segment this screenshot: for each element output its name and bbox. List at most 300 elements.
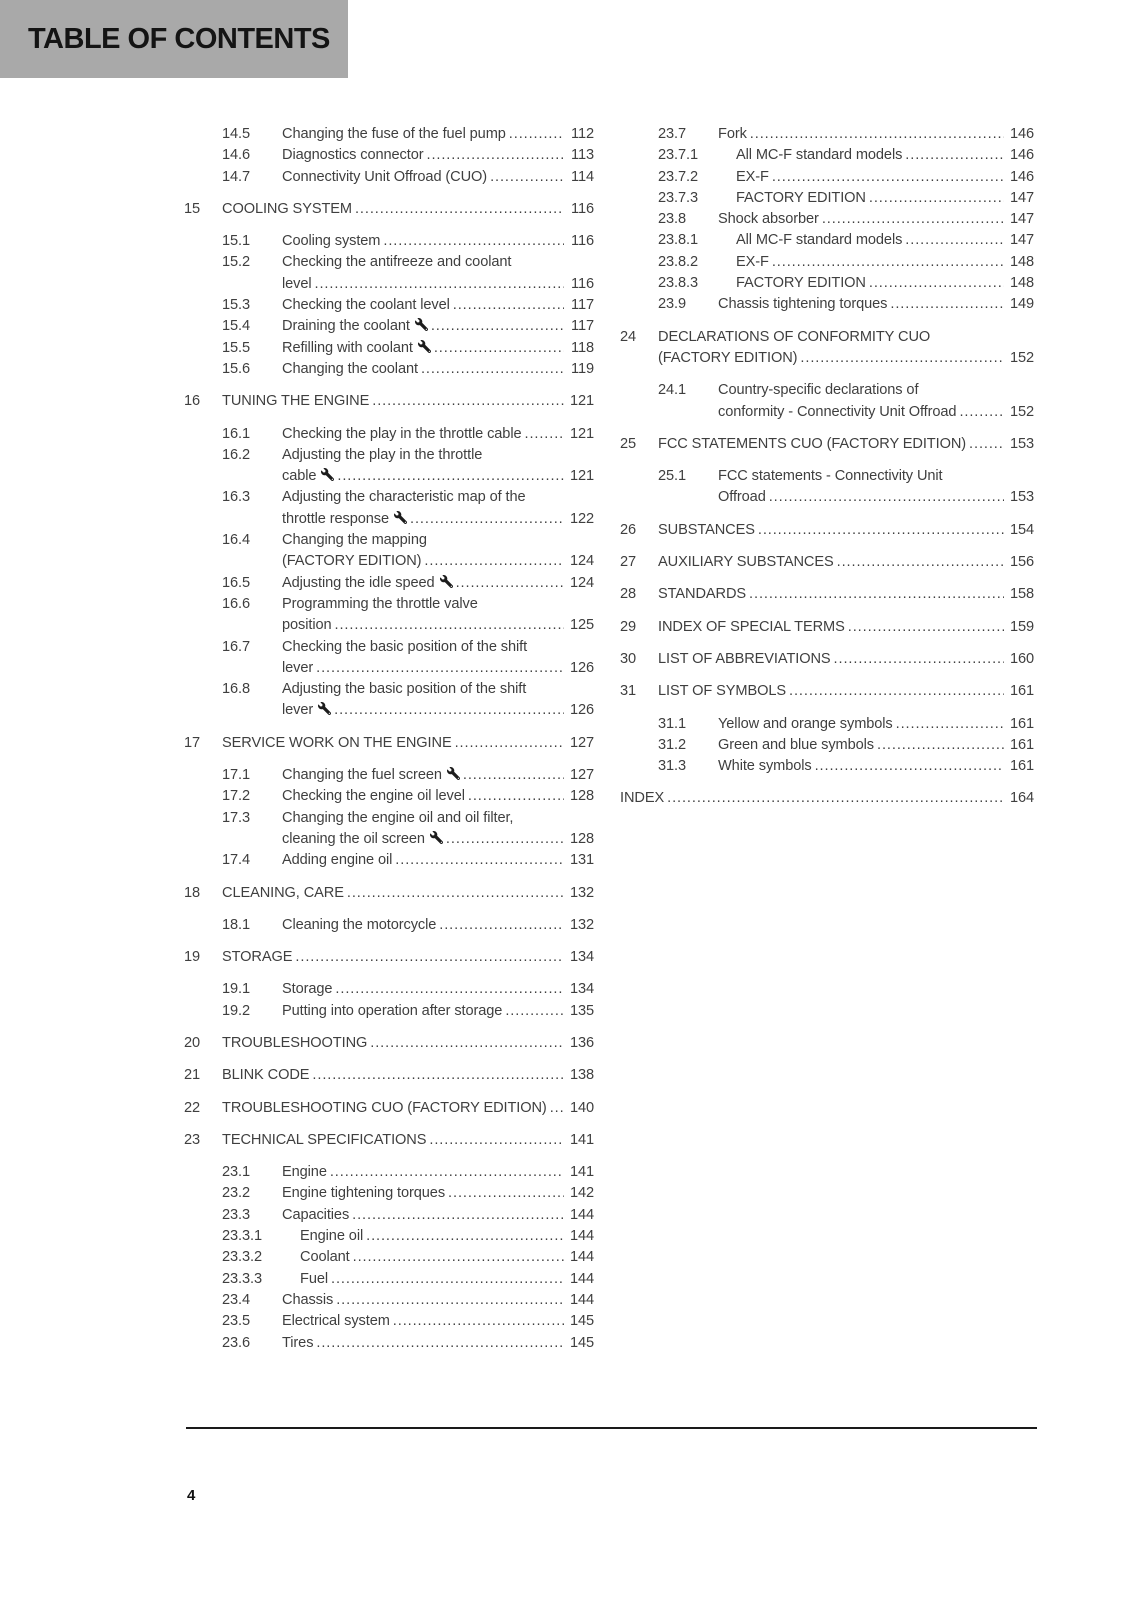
toc-section-heading[interactable] [184, 391, 594, 412]
toc-page-number: 153 [1009, 489, 1034, 506]
toc-block [184, 1033, 594, 1054]
toc-section-heading[interactable] [620, 788, 1034, 809]
dot-leader [334, 700, 564, 721]
toc-entry[interactable] [184, 679, 594, 722]
toc-entry-title: lever [282, 700, 331, 721]
toc-page-number: 127 [569, 734, 594, 751]
toc-entry-number: 27 [620, 554, 637, 571]
toc-page-number: 117 [571, 318, 594, 335]
toc-entry[interactable] [620, 380, 1034, 423]
toc-entry-body [282, 637, 594, 680]
dot-leader [335, 979, 564, 1000]
toc-entry-title: Changing the fuse of the fuel pump [282, 126, 506, 142]
toc-entry-number: 23.3.2 [222, 1249, 262, 1266]
dot-leader [550, 1098, 564, 1119]
toc-entry-title-line: Checking the basic position of the shift [282, 638, 528, 655]
toc-entry[interactable] [620, 756, 1034, 777]
wrench-icon [440, 573, 453, 594]
toc-entry[interactable] [620, 714, 1034, 735]
toc-entry-title: Putting into operation after storage [282, 1002, 503, 1019]
toc-entry-title-line: Changing the engine oil and oil filter, [282, 809, 514, 826]
toc-entry-title-line [282, 765, 594, 786]
toc-page-number: 126 [569, 659, 594, 676]
toc-entry-body [222, 1065, 594, 1086]
toc-entry-number: 15.5 [222, 339, 251, 356]
toc-entry-number: 14.6 [222, 147, 251, 164]
toc-entry[interactable] [184, 1205, 594, 1226]
wrench-icon [415, 316, 428, 337]
toc-page-number: 127 [569, 767, 594, 784]
toc-entry[interactable] [184, 231, 594, 252]
toc-entry[interactable] [620, 294, 1034, 315]
toc-entry[interactable] [620, 273, 1034, 294]
toc-entry[interactable] [184, 530, 594, 573]
toc-entry-title-line [282, 359, 594, 380]
toc-entry-number: 23.3 [222, 1206, 251, 1223]
toc-entry-number: 15.2 [222, 254, 251, 271]
toc-entry-body [300, 1247, 594, 1268]
toc-entry-number: 21 [184, 1067, 201, 1084]
toc-page-number: 134 [569, 981, 594, 998]
toc-entry-number: 16.6 [222, 595, 251, 612]
toc-section-heading[interactable] [620, 617, 1034, 638]
dot-leader [769, 487, 1004, 508]
toc-entry[interactable] [184, 594, 594, 637]
toc-block [184, 1130, 594, 1151]
toc-block [620, 584, 1034, 605]
toc-entry-body [222, 391, 594, 412]
toc-page-number: 154 [1009, 521, 1034, 538]
toc-page-number: 161 [1009, 715, 1034, 732]
toc-entry[interactable] [184, 808, 594, 851]
dot-leader [434, 338, 564, 359]
dot-leader [800, 348, 1004, 369]
toc-entry-title-line [282, 786, 594, 807]
toc-page-number: 146 [1009, 126, 1034, 142]
toc-entry-number: 17.3 [222, 809, 251, 826]
toc-entry-title-line [222, 199, 594, 220]
toc-entry-title-line [658, 584, 1034, 605]
wrench-icon [447, 765, 460, 786]
toc-page-number: 158 [1009, 586, 1034, 603]
dot-leader [463, 765, 564, 786]
toc-block [620, 552, 1034, 573]
toc-entry-title-line [282, 295, 594, 316]
toc-block [184, 1065, 594, 1086]
toc-entry[interactable] [184, 915, 594, 936]
toc-entry-body [718, 209, 1034, 230]
toc-entry-title: Changing the coolant [282, 360, 418, 377]
toc-entry-title-line [620, 788, 1034, 809]
toc-entry-title: Changing the fuel screen [282, 765, 460, 786]
toc-page-number: 141 [569, 1131, 594, 1148]
toc-section-heading[interactable] [184, 199, 594, 220]
toc-entry-body [300, 1269, 594, 1290]
toc-entry-title: INDEX OF SPECIAL TERMS [658, 618, 845, 635]
dot-leader [395, 850, 564, 871]
dot-leader [337, 466, 564, 487]
toc-entry-number: 26 [620, 521, 637, 538]
dot-leader [336, 1290, 564, 1311]
toc-block [184, 1162, 594, 1354]
dot-leader [896, 714, 1004, 735]
toc-entry-title-line [222, 947, 594, 968]
toc-entry[interactable] [184, 765, 594, 786]
toc-entry-body [736, 145, 1034, 166]
toc-entry-number: 23.9 [658, 296, 687, 313]
toc-entry-number: 14.7 [222, 168, 251, 185]
toc-entry-body [222, 1033, 594, 1054]
toc-entry[interactable] [184, 338, 594, 359]
toc-entry[interactable] [620, 209, 1034, 230]
toc-entry-body [222, 947, 594, 968]
toc-entry[interactable] [184, 145, 594, 166]
toc-section-heading[interactable] [184, 1130, 594, 1151]
toc-entry-body [658, 681, 1034, 702]
toc-entry[interactable] [184, 1226, 594, 1247]
dot-leader [347, 883, 564, 904]
toc-entry-title: EX-F [736, 168, 769, 185]
toc-entry-title-line [736, 167, 1034, 188]
toc-page-number: 138 [569, 1067, 594, 1084]
toc-page-number: 148 [1009, 253, 1034, 270]
toc-entry[interactable] [620, 230, 1034, 251]
dot-leader [312, 1065, 564, 1086]
toc-section-heading[interactable] [184, 1065, 594, 1086]
dot-leader [353, 1247, 564, 1268]
toc-entry-body [282, 979, 594, 1000]
toc-entry-title-line [282, 700, 594, 721]
dot-leader [869, 188, 1004, 209]
toc-page-number: 116 [571, 233, 594, 250]
toc-entry-title-line [658, 649, 1034, 670]
toc-block [620, 714, 1034, 778]
dot-leader [331, 1269, 564, 1290]
toc-entry-title-line [282, 1183, 594, 1204]
dot-leader [822, 209, 1004, 230]
toc-entry[interactable] [184, 252, 594, 295]
toc-section-heading[interactable] [620, 584, 1034, 605]
toc-entry-body [718, 756, 1034, 777]
toc-entry-title: White symbols [718, 758, 812, 775]
toc-entry-body [282, 1183, 594, 1204]
toc-entry-number: 16.2 [222, 446, 251, 463]
dot-leader [455, 733, 564, 754]
toc-entry-title-line [282, 658, 594, 679]
toc-block [620, 380, 1034, 423]
toc-page-number: 134 [569, 949, 594, 966]
dot-leader [877, 735, 1004, 756]
toc-entry-number: 23.1 [222, 1164, 251, 1181]
dot-leader [837, 552, 1004, 573]
toc-entry-title: Storage [282, 981, 333, 998]
toc-block [184, 947, 594, 968]
toc-entry[interactable] [184, 1183, 594, 1204]
toc-entry-body [282, 487, 594, 530]
dot-leader [446, 829, 564, 850]
toc-entry-body [736, 188, 1034, 209]
toc-entry-body [282, 167, 594, 188]
toc-entry[interactable] [184, 786, 594, 807]
toc-entry-body [282, 424, 594, 445]
toc-entry-title: level [282, 275, 312, 292]
toc-entry-title-line [282, 1333, 594, 1354]
toc-entry-title-line [300, 1269, 594, 1290]
toc-entry-title-line [282, 424, 594, 445]
dot-leader [758, 520, 1004, 541]
toc-page-number: 121 [569, 393, 594, 410]
toc-entry[interactable] [184, 573, 594, 594]
toc-block [184, 424, 594, 722]
toc-page-number: 113 [571, 147, 594, 164]
dot-leader [366, 1226, 564, 1247]
toc-entry-title-line [658, 348, 1034, 369]
toc-entry-title: Cooling system [282, 233, 381, 250]
toc-entry-title: SERVICE WORK ON THE ENGINE [222, 734, 452, 751]
toc-entry-title-line [282, 979, 594, 1000]
toc-entry-title: Adding engine oil [282, 852, 393, 869]
toc-entry[interactable] [184, 487, 594, 530]
toc-entry-title: Refilling with coolant [282, 338, 431, 359]
toc-entry-number: 23.7 [658, 126, 687, 142]
toc-entry-title: Chassis [282, 1291, 334, 1308]
toc-entry-number: 29 [620, 618, 637, 635]
toc-section-heading[interactable] [620, 434, 1034, 455]
toc-entry-body [282, 1001, 594, 1022]
toc-entry-title-line: Programming the throttle valve [282, 595, 478, 612]
toc-entry-title: Tires [282, 1334, 314, 1351]
toc-entry[interactable] [184, 1290, 594, 1311]
toc-entry-title: FCC STATEMENTS CUO (FACTORY EDITION) [658, 435, 967, 452]
dot-leader [848, 617, 1004, 638]
toc-section-heading[interactable] [620, 520, 1034, 541]
toc-page-number: 161 [1009, 736, 1034, 753]
dot-leader [424, 551, 564, 572]
toc-entry-title-line [282, 573, 594, 594]
toc-entry-title-line [282, 1311, 594, 1332]
toc-block [184, 733, 594, 754]
toc-entry-title: conformity - Connectivity Unit Offroad [718, 403, 957, 420]
toc-entry[interactable] [620, 466, 1034, 509]
toc-entry-title: CLEANING, CARE [222, 884, 344, 901]
toc-page-number: 149 [1009, 296, 1034, 313]
toc-page-number: 128 [569, 830, 594, 847]
toc-page-number: 161 [1009, 683, 1034, 700]
toc-entry-title: BLINK CODE [222, 1067, 310, 1084]
dot-leader [969, 434, 1004, 455]
toc-page-number: 124 [569, 553, 594, 570]
toc-entry-number: 15.3 [222, 297, 251, 314]
toc-entry-title-line: Country-specific declarations of [718, 382, 919, 399]
toc-entry-number: 17.4 [222, 852, 251, 869]
toc-entry-body [282, 679, 594, 722]
toc-entry-body [282, 765, 594, 786]
dot-leader [456, 573, 564, 594]
toc-entry-title: Shock absorber [718, 211, 819, 228]
toc-page-number: 147 [1009, 211, 1034, 228]
toc-block [620, 327, 1034, 370]
toc-entry-body [282, 808, 594, 851]
toc-block [184, 1098, 594, 1119]
toc-entry-number: 15.1 [222, 233, 251, 250]
toc-entry[interactable] [620, 167, 1034, 188]
toc-entry-body [658, 584, 1034, 605]
toc-page-number: 146 [1009, 168, 1034, 185]
toc-block [620, 681, 1034, 702]
toc-entry-body [222, 1098, 594, 1119]
toc-entry-title: Engine tightening torques [282, 1185, 446, 1202]
toc-page-number: 147 [1009, 189, 1034, 206]
toc-block [184, 231, 594, 380]
toc-entry-title-line [282, 167, 594, 188]
toc-entry-title-line [282, 466, 594, 487]
toc-entry[interactable] [620, 124, 1034, 145]
toc-page-number: 117 [571, 297, 594, 314]
toc-entry[interactable] [184, 167, 594, 188]
toc-page-number: 112 [571, 126, 594, 142]
toc-block [184, 765, 594, 871]
toc-entry[interactable] [620, 252, 1034, 273]
toc-entry-body [222, 883, 594, 904]
toc-page-number: 116 [571, 275, 594, 292]
toc-entry-number: 23.6 [222, 1334, 251, 1351]
toc-entry-title-line: Checking the antifreeze and coolant [282, 254, 512, 271]
toc-entry[interactable] [184, 124, 594, 145]
toc-section-heading[interactable] [184, 1033, 594, 1054]
toc-entry-number: 23 [184, 1131, 201, 1148]
toc-entry-title: Engine oil [300, 1228, 364, 1245]
toc-entry[interactable] [620, 735, 1034, 756]
toc-entry-body [736, 230, 1034, 251]
toc-entry[interactable] [184, 850, 594, 871]
toc-entry-body [282, 316, 594, 337]
toc-entry-body [282, 594, 594, 637]
toc-entry-number: 31.1 [658, 715, 687, 732]
toc-entry-title-line [282, 509, 594, 530]
dot-leader [749, 584, 1004, 605]
toc-entry-title: LIST OF ABBREVIATIONS [658, 650, 831, 667]
toc-entry[interactable] [184, 1247, 594, 1268]
toc-entry[interactable] [184, 1269, 594, 1290]
toc-entry-number: 19 [184, 949, 201, 966]
toc-page-number: 132 [569, 916, 594, 933]
toc-page-number: 140 [569, 1099, 594, 1116]
toc-section-heading[interactable] [620, 327, 1034, 370]
toc-entry-title: AUXILIARY SUBSTANCES [658, 554, 834, 571]
toc-entry-title-line [222, 733, 594, 754]
toc-section-heading[interactable] [184, 733, 594, 754]
toc-entry-title-line [222, 1098, 594, 1119]
toc-entry-number: 16.1 [222, 425, 251, 442]
toc-entry-body [282, 573, 594, 594]
toc-block [620, 434, 1034, 455]
toc-entry[interactable] [184, 445, 594, 488]
toc-entry-title: Cleaning the motorcycle [282, 916, 437, 933]
toc-entry[interactable] [620, 145, 1034, 166]
toc-section-heading[interactable] [184, 947, 594, 968]
toc-entry[interactable] [184, 295, 594, 316]
toc-entry-title-line [736, 252, 1034, 273]
toc-entry[interactable] [184, 359, 594, 380]
toc-entry[interactable] [184, 316, 594, 337]
dot-leader [410, 509, 564, 530]
toc-entry-title-line [736, 230, 1034, 251]
toc-entry[interactable] [184, 979, 594, 1000]
toc-entry[interactable] [184, 1162, 594, 1183]
toc-entry[interactable] [184, 424, 594, 445]
toc-entry-title: COOLING SYSTEM [222, 200, 352, 217]
toc-entry-title-line [282, 829, 594, 850]
toc-entry-title-line [222, 1065, 594, 1086]
toc-entry[interactable] [184, 1333, 594, 1354]
toc-page-number: 116 [571, 200, 594, 217]
toc-entry-title-line [282, 316, 594, 337]
toc-entry-title: EX-F [736, 253, 769, 270]
toc-entry-title-line [222, 391, 594, 412]
dot-leader [490, 167, 564, 188]
dot-leader [750, 124, 1004, 145]
toc-entry-title-line [282, 1290, 594, 1311]
toc-entry-body [282, 1311, 594, 1332]
toc-entry-body [282, 231, 594, 252]
toc-entry-title: STANDARDS [658, 586, 747, 603]
page-title: TABLE OF CONTENTS [28, 22, 330, 55]
toc-entry-title: Green and blue symbols [718, 736, 874, 753]
dot-leader [772, 167, 1004, 188]
toc-entry-number: 18 [184, 884, 201, 901]
toc-section-heading[interactable] [620, 649, 1034, 670]
toc-entry[interactable] [184, 1001, 594, 1022]
toc-page-number: 161 [1009, 758, 1034, 775]
dot-leader [431, 316, 564, 337]
toc-entry-title-line [282, 850, 594, 871]
toc-entry-title: All MC-F standard models [736, 147, 903, 164]
toc-entry-title: Coolant [300, 1249, 350, 1266]
toc-entry-title-line [282, 1001, 594, 1022]
toc-column-left [184, 124, 594, 1354]
toc-block [184, 391, 594, 412]
toc-entry-body [282, 1205, 594, 1226]
toc-entry-title: Diagnostics connector [282, 147, 424, 164]
toc-block [620, 520, 1034, 541]
toc-section-heading[interactable] [184, 883, 594, 904]
toc-entry-number: 16.8 [222, 681, 251, 698]
toc-entry-title-line [658, 617, 1034, 638]
toc-entry-title: Checking the engine oil level [282, 788, 465, 805]
toc-entry-title: Checking the play in the throttle cable [282, 425, 522, 442]
dot-leader [772, 252, 1004, 273]
dot-leader [448, 1183, 564, 1204]
toc-entry-title: Yellow and orange symbols [718, 715, 893, 732]
dot-leader [421, 359, 564, 380]
dot-leader [453, 295, 564, 316]
toc-entry-body [736, 167, 1034, 188]
toc-entry-number: 31 [620, 683, 637, 700]
toc-entry[interactable] [184, 637, 594, 680]
toc-entry-title: Offroad [718, 489, 766, 506]
toc-entry-number: 24.1 [658, 382, 687, 399]
dot-leader [905, 145, 1004, 166]
toc-section-heading[interactable] [620, 552, 1034, 573]
toc-entry-body [222, 733, 594, 754]
toc-entry[interactable] [620, 188, 1034, 209]
toc-page-number: 141 [569, 1164, 594, 1181]
toc-section-heading[interactable] [620, 681, 1034, 702]
toc-entry-title-line [282, 145, 594, 166]
toc-section-heading[interactable] [184, 1098, 594, 1119]
toc-entry[interactable] [184, 1311, 594, 1332]
toc-entry-title: TECHNICAL SPECIFICATIONS [222, 1131, 427, 1148]
